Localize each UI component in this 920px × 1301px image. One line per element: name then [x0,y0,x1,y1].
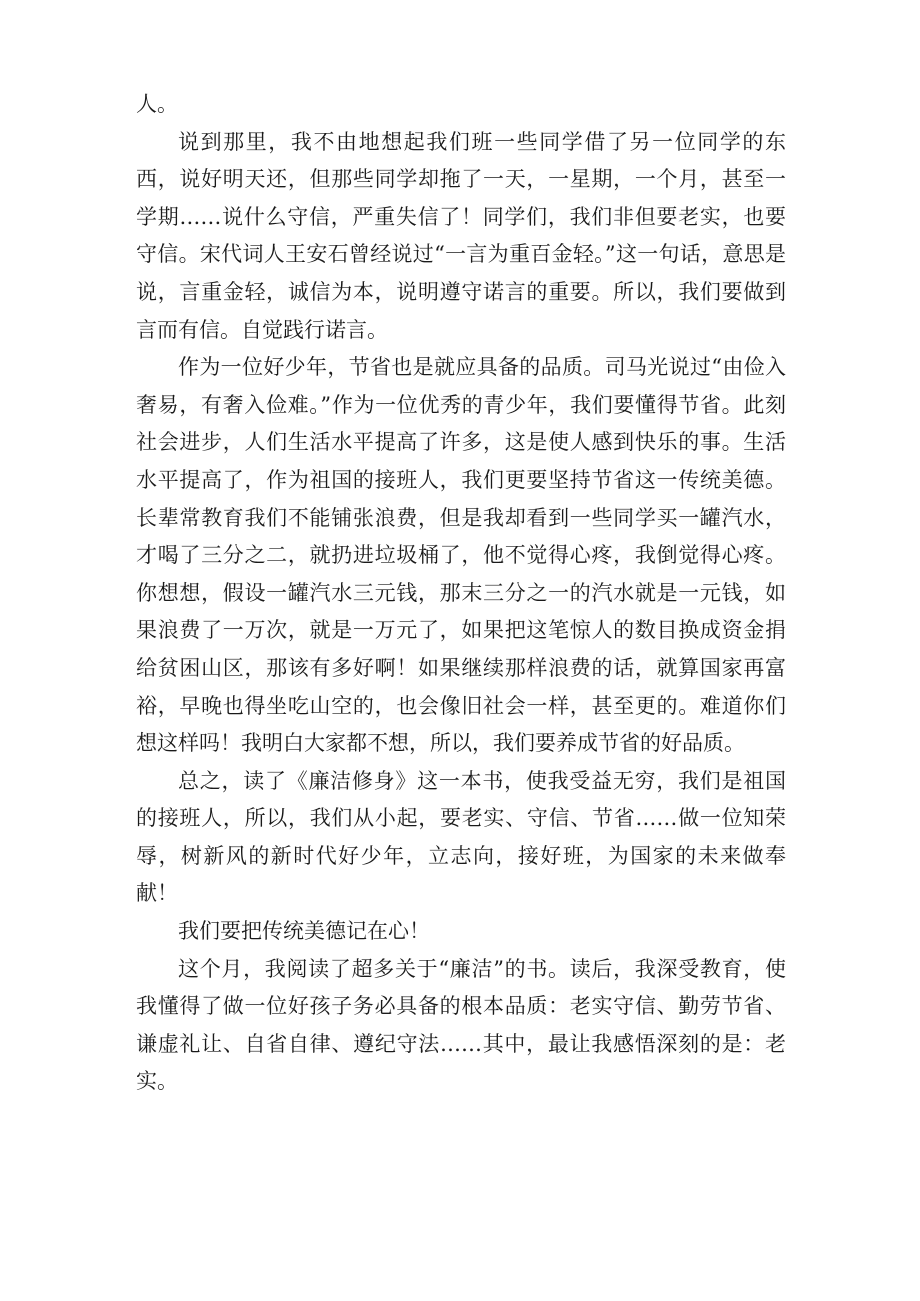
paragraph-conclusion: 总之，读了《廉洁修身》这一本书，使我受益无穷，我们是祖国的接班人，所以，我们从小起，要老实、守信、节省……做一位知荣辱，树新风的新时代好少年，立志向，接好班，为国家的未来做奉献！ [136,768,786,906]
paragraph-thrift: 作为一位好少年，节省也是就应具备的品质。司马光说过“由俭入奢易，有奢入俭难。”作为一位优秀的青少年，我们要懂得节省。此刻社会进步，人们生活水平提高了许多，这是使人感到快乐的事。生活水平提高了，作为祖国的接班人，我们更要坚持节省这一传统美德。长辈常教育我们不能铺张浪费，但是我却看到一些同学买一罐汽水，才喝了三分之二，就扔进垃圾桶了，他不觉得心疼，我倒觉得心疼。你想想，假设一罐汽水三元钱，那末三分之一的汽水就是一元钱，如果浪费了一万次，就是一万元了，如果把这笔惊人的数目换成资金捐给贫困山区，那该有多好啊！如果继续那样浪费的话，就算国家再富裕，早晚也得坐吃山空的，也会像旧社会一样，甚至更的。难道你们想这样吗！我明白大家都不想，所以，我们要养成节省的好品质。 [136,355,786,756]
paragraph-keeping-promises: 说到那里，我不由地想起我们班一些同学借了另一位同学的东西，说好明天还，但那些同学却拖了一天，一星期，一个月，甚至一学期……说什么守信，严重失信了！同学们，我们非但要老实，也要守信。宋代词人王安石曾经说过“一言为重百金轻。”这一句话，意思是说，言重金轻，诚信为本，说明遵守诺言的重要。所以，我们要做到言而有信。自觉践行诺言。 [136,129,786,342]
paragraph-continuation: 人。 [136,92,178,116]
paragraph-this-month: 这个月，我阅读了超多关于“廉洁”的书。读后，我深受教育，使我懂得了做一位好孩子务必具备的根本品质：老实守信、勤劳节省、谦虚礼让、自省自律、遵纪守法……其中，最让我感悟深刻的是：老实。 [136,956,786,1094]
paragraph-heading-virtues: 我们要把传统美德记在心！ [178,919,430,944]
document-body [136,86,786,1101]
